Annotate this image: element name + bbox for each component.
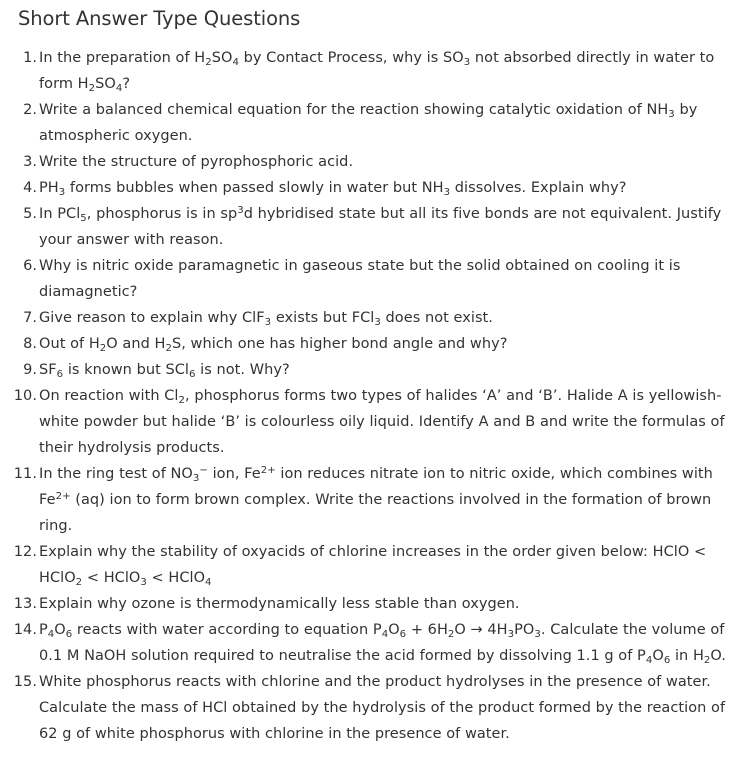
- question-number: 10.: [13, 388, 37, 404]
- question-item: [18, 201, 732, 253]
- question-text: Write the structure of pyrophosphoric acid.: [39, 154, 354, 170]
- question-text: $SF_6$ is known but SCl$_6$ is not. Why?: [39, 362, 290, 381]
- question-number: 9.: [23, 362, 37, 378]
- question-number: 2.: [23, 102, 37, 118]
- question-text: In PCl$_5$, phosphorus is in $sp^3d$ hybridised state but all its five bonds are not equivalent. Justify your answer with reason.: [39, 205, 722, 248]
- question-text: In the preparation of $H_2SO_4$ by Contact Process, why is $SO_3$ not absorbed directly in water to form $H_2SO_4$?: [39, 50, 715, 95]
- question-item: [18, 149, 732, 175]
- question-item: [18, 175, 732, 201]
- question-number: 7.: [23, 310, 37, 326]
- question-number: 6.: [23, 258, 37, 274]
- question-number: 3.: [23, 154, 37, 170]
- question-number: 1.: [23, 50, 37, 66]
- question-item: [18, 331, 732, 357]
- question-text: Out of $H_2O$ and $H_2S$, which one has higher bond angle and why?: [39, 336, 508, 355]
- question-text: Explain why ozone is thermodynamically less stable than oxygen.: [39, 596, 520, 612]
- question-text: $PH_3$ forms bubbles when passed slowly in water but $NH_3$ dissolves. Explain why?: [39, 180, 627, 199]
- question-number: 8.: [23, 336, 37, 352]
- question-text: Why is nitric oxide paramagnetic in gaseous state but the solid obtained on cooling it is diamagnetic?: [39, 258, 681, 300]
- question-item: [13, 591, 732, 617]
- question-item: [18, 357, 732, 383]
- question-text: In the ring test of $NO_3^-$ ion, $Fe^{2+}$ ion reduces nitrate ion to nitric oxide, which combines with $Fe^{2+}$ (aq) ion to form brown complex. Write the reactions involved in the formation of brown ring.: [39, 465, 713, 534]
- question-item: [13, 383, 732, 461]
- page-title: Short Answer Type Questions: [18, 7, 301, 30]
- question-item: [13, 461, 732, 539]
- question-number: 5.: [23, 206, 37, 222]
- question-text: Give reason to explain why ClF$_3$ exists but FCl$_3$ does not exist.: [39, 310, 493, 329]
- question-list: [13, 45, 732, 747]
- question-number: 14.: [13, 622, 37, 638]
- question-item: [18, 97, 732, 149]
- question-item: [18, 305, 732, 331]
- question-item: [18, 253, 732, 305]
- question-text: $P_4O_6$ reacts with water according to equation $P_4O_6 + 6H_2O \to 4H_3PO_3$. Calculate the volume of 0.1 M NaOH solution required to neutralise the acid formed by dissolving 1.1 g of $P_4O_6$ in $H_2O$.: [39, 622, 726, 667]
- question-item: [18, 45, 732, 97]
- question-number: 11.: [13, 466, 37, 482]
- question-item: [13, 669, 732, 747]
- question-number: 12.: [13, 544, 37, 560]
- question-text: White phosphorus reacts with chlorine and the product hydrolyses in the presence of water. Calculate the mass of HCl obtained by the hydrolysis of the product formed by the reaction of 62 g of white phosphorus with chlorine in the presence of water.: [39, 674, 726, 742]
- question-text: On reaction with $Cl_2$, phosphorus forms two types of halides ‘A’ and ‘B’. Halide A is yellowish-white powder but halide ‘B’ is colourless oily liquid. Identify A and B and write the formulas of their hydrolysis products.: [39, 388, 725, 456]
- question-number: 13.: [13, 596, 37, 612]
- question-number: 15.: [13, 674, 37, 690]
- question-text: Explain why the stability of oxyacids of chlorine increases in the order given below: HClO < HClO$_2$ < HClO$_3$ < HClO$_4$: [39, 544, 707, 589]
- question-item: [13, 539, 732, 591]
- question-number: 4.: [23, 180, 37, 196]
- question-text: Write a balanced chemical equation for the reaction showing catalytic oxidation of $NH_3$ by atmospheric oxygen.: [39, 102, 698, 144]
- question-item: [13, 617, 732, 669]
